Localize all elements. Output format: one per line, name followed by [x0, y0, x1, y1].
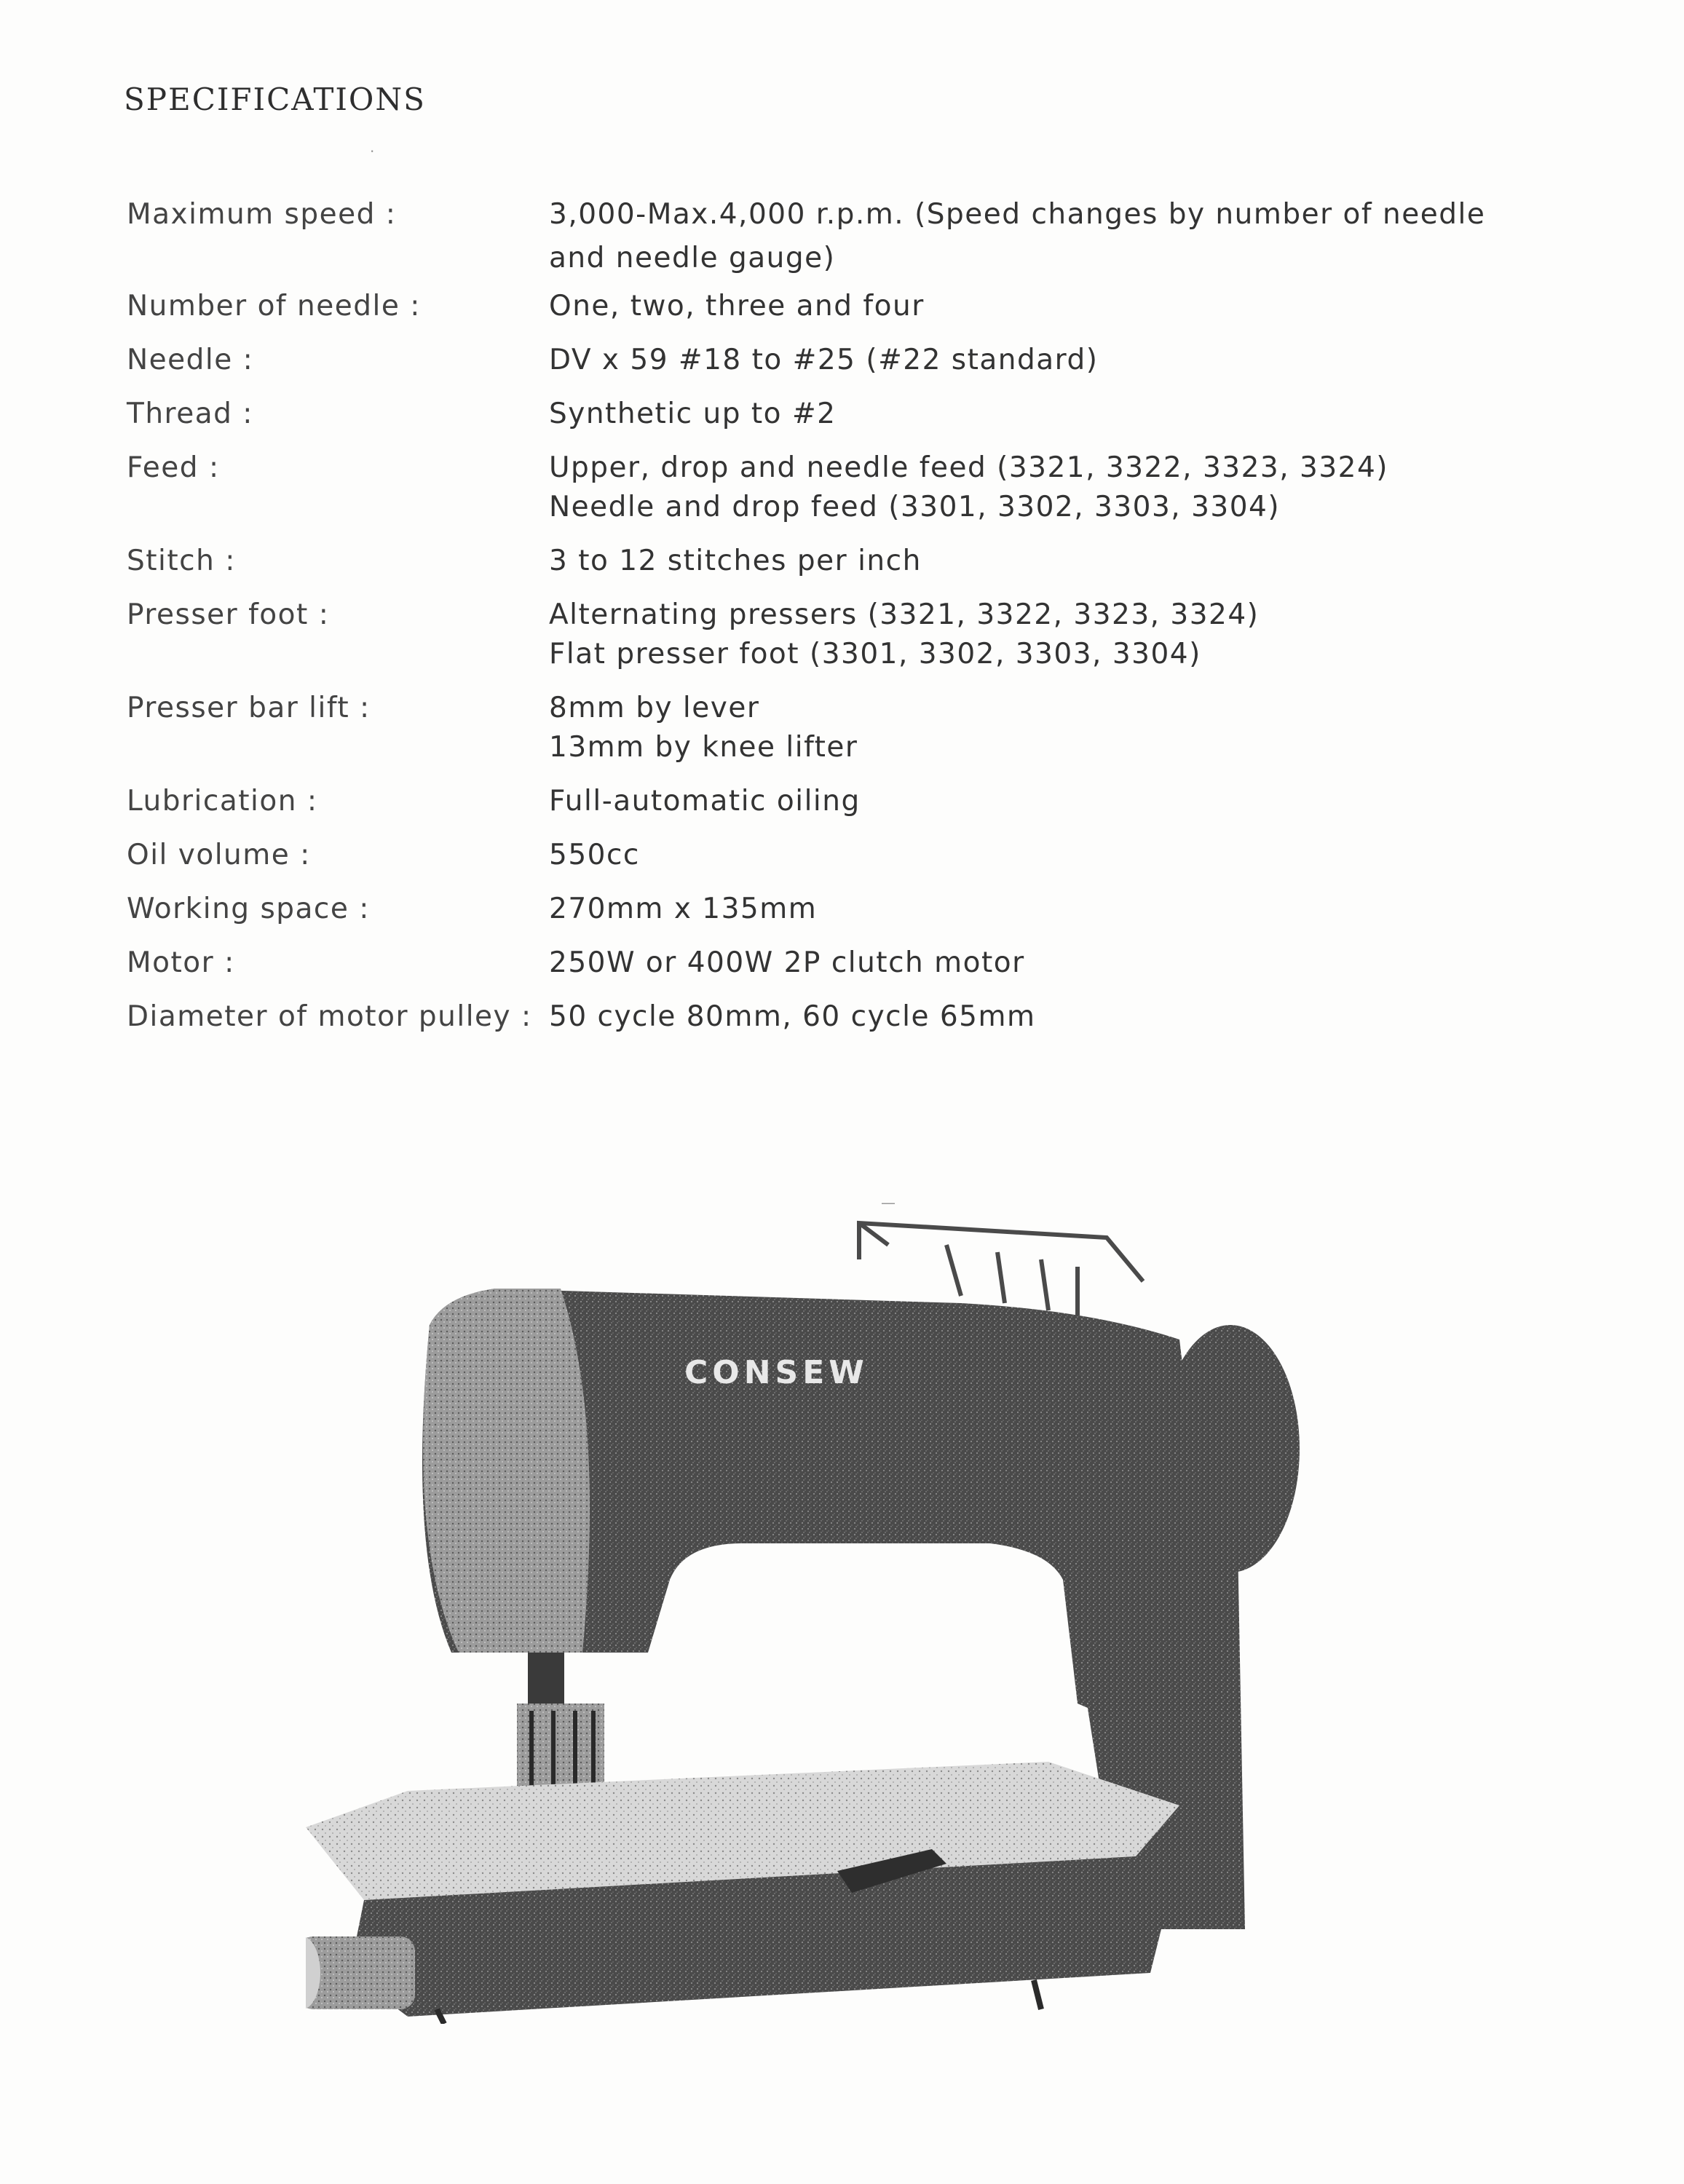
spec-values — [549, 395, 1510, 434]
spec-label: Number of needle : — [127, 290, 421, 323]
spec-label: Motor : — [127, 946, 235, 979]
spec-value-line: 13mm by knee lifter — [549, 731, 858, 764]
spec-row-diameter-of-motor-pulley — [127, 997, 1510, 1037]
scan-speck: — — [881, 1194, 896, 1211]
spec-value-line: Full-automatic oiling — [549, 785, 861, 818]
spec-value-line: Needle and drop feed (3301, 3302, 3303, 3304) — [549, 491, 1281, 523]
spec-row-maximum-speed — [127, 195, 1510, 278]
spec-value-line: One, two, three and four — [549, 290, 925, 323]
spec-label: Thread : — [127, 397, 253, 430]
spec-value-line: 8mm by lever — [549, 692, 760, 724]
spec-value-line: 50 cycle 80mm, 60 cycle 65mm — [549, 1000, 1036, 1033]
spec-value-line: Synthetic up to #2 — [549, 397, 837, 430]
spec-label: Needle : — [127, 344, 254, 376]
spec-row-thread — [127, 395, 1510, 434]
spec-value-line: and needle gauge) — [549, 242, 836, 274]
spec-value-line: 550cc — [549, 839, 640, 871]
scan-speck: · — [370, 143, 375, 160]
spec-row-presser-bar-lift — [127, 689, 1510, 767]
spec-label: Presser foot : — [127, 598, 330, 631]
spec-label: Diameter of motor pulley : — [127, 1000, 532, 1033]
spec-row-oil-volume — [127, 836, 1510, 875]
spec-values — [549, 341, 1510, 380]
spec-values — [549, 287, 1510, 326]
brand-label: CONSEW — [684, 1354, 869, 1391]
spec-values — [549, 596, 1510, 674]
spec-value-line: 3,000-Max.4,000 r.p.m. (Speed changes by number of needle — [549, 198, 1486, 231]
spec-label: Stitch : — [127, 545, 236, 577]
page-title: SPECIFICATIONS — [124, 82, 426, 117]
spec-label: Presser bar lift : — [127, 692, 371, 724]
spec-row-working-space — [127, 890, 1510, 929]
spec-label: Working space : — [127, 893, 370, 925]
spec-values — [549, 542, 1510, 581]
spec-value-line: 3 to 12 stitches per inch — [549, 545, 922, 577]
spec-row-lubrication — [127, 782, 1510, 821]
spec-value-line: 270mm x 135mm — [549, 893, 818, 925]
spec-values — [549, 943, 1510, 983]
spec-value-line: Flat presser foot (3301, 3302, 3303, 3304) — [549, 638, 1201, 670]
spec-value-line: 250W or 400W 2P clutch motor — [549, 946, 1025, 979]
spec-label: Feed : — [127, 451, 220, 484]
spec-values — [549, 836, 1510, 875]
spec-label: Oil volume : — [127, 839, 311, 871]
spec-value-line: Upper, drop and needle feed (3321, 3322, 3323, 3324) — [549, 451, 1388, 484]
spec-value-line: DV x 59 #18 to #25 (#22 standard) — [549, 344, 1099, 376]
spec-values — [549, 997, 1510, 1037]
spec-values — [549, 782, 1510, 821]
spec-row-presser-foot — [127, 596, 1510, 674]
spec-row-needle — [127, 341, 1510, 380]
spec-row-stitch — [127, 542, 1510, 581]
bobbin-winder — [306, 1936, 415, 2009]
spec-values — [549, 689, 1510, 767]
spec-row-number-of-needle — [127, 287, 1510, 326]
machine-head — [423, 1289, 590, 1653]
spec-label: Maximum speed : — [127, 198, 397, 231]
sewing-machine-illustration — [306, 1201, 1311, 2024]
spec-row-feed — [127, 448, 1510, 527]
specifications-list — [127, 195, 1510, 1037]
spec-value-line: Alternating pressers (3321, 3322, 3323, 3324) — [549, 598, 1260, 631]
spec-values — [549, 890, 1510, 929]
spec-row-motor — [127, 943, 1510, 983]
spec-values — [549, 448, 1510, 527]
spec-label: Lubrication : — [127, 785, 318, 818]
spec-values — [549, 195, 1510, 278]
